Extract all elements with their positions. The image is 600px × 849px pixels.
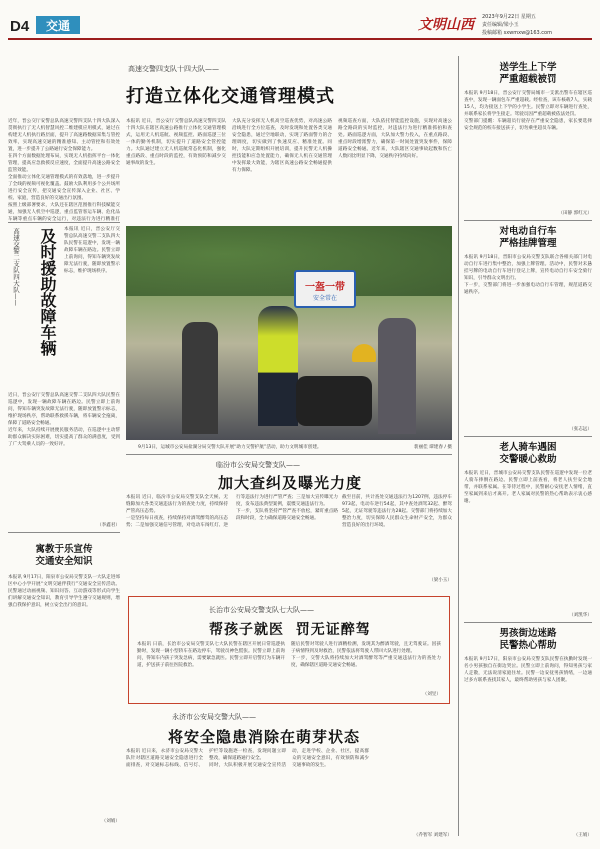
rescue-kicker: 高速交警二支队四大队——	[12, 228, 20, 306]
bottom-signature: （乔智军 刘建军）	[413, 833, 452, 838]
featured-kicker: 长治市公安局交警支队七大队——	[209, 606, 314, 614]
issue-date: 2023年9月22日 星期五	[482, 14, 536, 20]
left-divider-2	[8, 532, 120, 533]
right4-title: 男孩街边迷路 民警热心帮助	[499, 628, 557, 651]
right4-body: 本报讯 9月17日，阳泉市公安局交警支队民警在执勤时发现一名小男孩独自在街边哭泣。民警立即上前询问，得知男孩与家人走散，无法说清家庭住址。民警一边安抚男孩情绪，一边通过多方联系查找其家人，最终帮助男孩与家人团聚。	[464, 657, 592, 683]
right1-body: 本报讯 9月18日，晋公安厅交警局城市一支派出警车在辖区巡查中，发现一辆面包车严重超载。经检查，该车核载7人，实载15人，均为接送上下学的小学生。民警立即对车辆进行查处，并联系家长将学生接走。驾驶员因严重超载被依法处罚。 交警部门提醒：车辆超员行驶存在严重安全隐患，家长要选择安全规范的校车接送孩子，切勿乘坐超员车辆。	[464, 91, 592, 131]
featured-title: 帮孩子就医 罚无证醉驾	[209, 622, 371, 638]
right-divider-3	[464, 622, 592, 623]
editor: 责任编辑/梁小玉	[482, 22, 519, 28]
photo-sign-sub: 安全常在	[312, 295, 337, 302]
brand-logo: 文明山西	[418, 17, 474, 33]
photo-person-1	[182, 322, 218, 434]
right-divider-1	[464, 220, 592, 221]
photo-sign-text: 一盔一带	[305, 282, 345, 293]
right-divider-2	[464, 436, 592, 437]
featured-col-2: 随后民警对驾驶人进行酒精检测，发现其为醉酒驾驶，且无驾驶证。因孩子病情得到及时救治，民警依法将驾驶人带回大队进行处理。 下一步，交警大队将持续加大对酒驾醉驾等严重交通违法行为的查处力度，确保辖区道路交通安全畅通。	[291, 642, 441, 668]
masthead	[0, 0, 600, 44]
photo-caption: 9月13日，运城市公安局盐湖分局交警大队开展“助力交警护航”活动，助力文明城市创建。	[138, 445, 322, 450]
email: 投稿邮箱 sxwmxw@163.com	[482, 30, 552, 36]
featured-col-1: 本报讯 日前，长治市公安局交警支队七大队民警在辖区开展日常巡逻执勤时，发现一辆小型轿车在路边停车，驾驶员神色慌张。民警立即上前询问，得知车内孩子突发急病，需要紧急就医。民警立即开启警灯为车辆开道，护送孩子前往医院救治。	[137, 642, 285, 668]
featured-box	[128, 596, 450, 704]
right2-signature: （张志远）	[569, 427, 592, 432]
mid-left-signature: （刘娟）	[101, 819, 120, 824]
photo-scooter	[296, 376, 372, 426]
lead-kicker: 高速交警四支队十四大队——	[128, 65, 219, 73]
right2-title: 对电动自行车 严格挂牌管理	[499, 226, 557, 249]
page-number: D4	[10, 18, 30, 35]
photo-person-2	[378, 318, 416, 434]
rescue-body: 近日，晋公安厅交警总队高速交警二支队四大队民警在巡逻中，发现一辆故障车辆在路边。民警立即上前询问，得知车辆突发故障无法行驶，随即放置警示标志，维护现场秩序，帮助联系救援车辆，将车辆安全拖离，保障了道路安全畅通。 近年来，大队持续开展便民服务活动，在巡逻中主动帮助群众解决实际困难，切实提高了群众的满意度，受到了广大驾乘人员的一致好评。	[8, 393, 120, 447]
rescue-signature: （李鑫君）	[97, 523, 120, 528]
right1-title: 送学生上下学 严重超载被罚	[499, 62, 557, 85]
photo-officer	[258, 306, 298, 426]
mid-left-body: 本报讯 9月17日，阳泉市公安局交警支队一大队走进郊区中心小学开展“文明交通伴我行”交通安全宣传活动。民警通过动画视频、知识问答、互动游戏等形式向学生们讲解交通安全知识，教育引导学生遵守交通规则，增强自我保护意识，树立安全出行的意识。	[8, 575, 120, 608]
mid-col-1: 本报讯 近日，临汾市公安局交警支队全天候、无缝隙加大各类交通违法行为的查处力度，持续保持严管高压态势。 一是坚持每日夜查，持续保持对酒驾醉驾的高压态势；二是加强交通信号管理，对电动车闯红灯、逆行等违法行为进行严管严查；三是加大宣传曝光力度，发布违法典型案例，震慑交通违法行为。 下一步，支队将坚持严管严查不放松，紧盯重点路段和时段，全力确保道路交通安全畅通。	[126, 495, 338, 528]
rescue-title: 及时援助故障车辆	[38, 228, 57, 356]
right2-body: 本报讯 9月18日，晋阳市公安局交警支队联合各相关部门对电动自行车进行集中整治，加强上牌管理。活动中，民警对未悬挂号牌的电动自行车进行登记上牌，宣传电动自行车安全骑行知识，引导群众文明出行。 下一步，交警部门将进一步加强电动自行车管理，规范道路交通秩序。	[464, 255, 592, 295]
mid-col-2: 截至目前，共计查处交通违法行为1207例，违法停车973起，电动车逆行54起，其中查处酒驾32起、醉驾5起，无证驾驶等违法行为28起。交警部门将持续加大整治力度，切实保障人民群众生命财产安全，为群众营造良好的出行环境。	[342, 495, 452, 528]
photo-sign	[294, 270, 356, 308]
section-label: 交通	[45, 19, 70, 33]
photo-tree	[126, 226, 452, 296]
lead-photo	[126, 226, 452, 440]
lead-title: 打造立体化交通管理模式	[126, 86, 335, 107]
right1-signature: （田静 郭红元）	[558, 211, 592, 216]
bottom-kicker: 永济市公安局交警大队——	[172, 713, 256, 721]
bottom-title: 将安全隐患消除在萌芽状态	[168, 728, 361, 746]
right3-title: 老人骑车遇困 交警暖心救助	[499, 442, 557, 465]
mid-title: 加大查纠及曝光力度	[218, 474, 363, 492]
lead-col-4: 视频巡查方面，大队依托智能监控设施，实现对高速公路全路段的实时监控，对违法行为进行精准抓拍和查处。路面巡逻方面，大队加大警力投入，在重点路段、重点时段增派警力，确保第一时间处置突发事件，保障道路安全畅通。近年来，大队辖区交通事故起数和伤亡人数同比明显下降，交通秩序持续向好。	[338, 119, 452, 159]
featured-signature: （刘昱）	[422, 692, 441, 697]
lead-col-3: 大队充分发挥无人机高空巡查优势，对高速公路沿线进行全方位巡查，及时发现和处置各类交通安全隐患，通过空地联动，实现了路面警力的合理调度，切实做到了快速反应、精准处置。同时，大队定期组织开展培训，提升民警无人机操控技能和应急处置能力，确保无人机在交通管理中发挥最大效能，为辖区高速公路安全畅通提供有力保障。	[232, 119, 332, 173]
mid-divider	[126, 454, 452, 455]
mid-signature: （梁小玉）	[429, 578, 452, 583]
right3-signature: （刘凯华）	[569, 613, 592, 618]
rescue-body-narrow: 本报讯 近日，晋公安厅交警总队高速交警二支队四大队民警在巡逻中，发现一辆故障车辆在路边。民警立即上前询问，得知车辆突发故障无法行驶，随即放置警示标志，维护现场秩序。	[64, 227, 120, 274]
right3-body: 本报讯 近日，晋城市公安局交警支队民警在巡逻中发现一位老人骑车摔倒在路边。民警立即上前查看，将老人扶至安全地带，并联系家属。在等待过程中，民警耐心安抚老人情绪，直至家属到来后才离开。老人家属对民警的热心帮助表示衷心感谢。	[464, 471, 592, 504]
lead-col-2: 本报讯 近日，晋公安厅交警总队高速交警四支队十四大队在辖区高速公路推行立体化交通管理模式，运用无人机巡航、视频监控、路面巡逻三位一体的勤务机制，切实提升了道路安全管控能力。大队通过建立无人机巡航常态化机制，强化重点路段、重点时段的监控，有效预防和减少交通事故的发生。	[126, 119, 226, 166]
mid-kicker: 临汾市公安局交警支队——	[216, 461, 300, 469]
right-col-divider	[458, 56, 459, 836]
bottom-body: 本报讯 近日来，永济市公安局交警大队针对辖区道路交通安全隐患进行全面排查，对交通标志标线、信号灯、护栏等设施逐一检查，发现问题立即整改，确保道路通行安全。 同时，大队积极开展交通安全宣传活动，走进学校、企业、社区，提高群众的交通安全意识，有效预防和减少交通事故的发生。	[126, 749, 369, 768]
right4-signature: （王娟）	[573, 833, 592, 838]
lead-col-1: 近年，晋公交厅安警总队高速交警四支队十四大队深入贯彻执行了无人机智慧风控二维建模应用模式，通过在构建无人机执行路层面，提升了高速路数据采集与管控效率，实现高速交通的精准感知、主动管控和有效处置，进一步提升了公路通行安全保障能力。 在四个方面数据处理布局，实现无人机指挥平台一体化管理，提高应急救援反应速度，全面提升高速公路安全监管效能。 全面推动立体化交通管理模式的有效落地，进一步提升了全线的视频可视化覆盖。鼓励大队利用多个公共场所进行安全宣传，把交通安全宣传深入企业、社区、学校、家庭，营造良好的交通出行氛围。 按照上级部署要求，大队还在辖区范围推行科技赋能交通，加强无人机空中巡逻，重点监管客运车辆、危化品车辆等重点车辆的安全运行，对违法行为进行精准打	[8, 119, 120, 222]
masthead-rule	[8, 38, 592, 40]
mid-left-title: 寓教于乐宣传 交通安全知识	[35, 544, 93, 567]
photo-helmet	[352, 344, 376, 362]
left-divider	[8, 222, 120, 223]
photo-credit: 裴丽佳 谭建春 / 摄	[413, 445, 452, 450]
